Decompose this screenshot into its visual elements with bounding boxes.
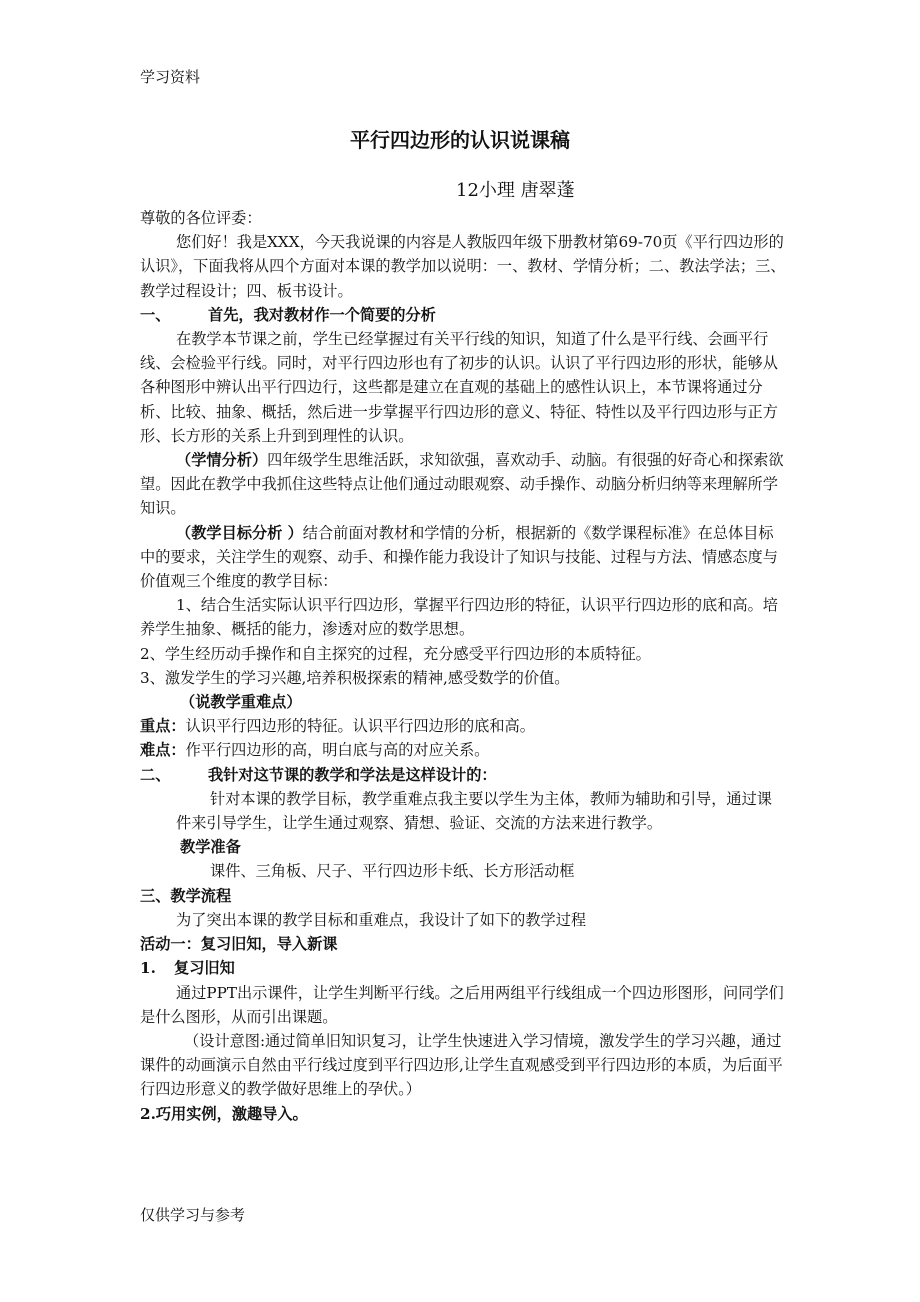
- step-2-heading: 2.巧用实例，激趣导入。: [140, 1104, 308, 1123]
- student-analysis-label: （学情分析）: [176, 451, 268, 470]
- section-1-title: 首先，我对教材作一个简要的分析: [208, 305, 436, 324]
- greeting: 尊敬的各位评委：: [140, 209, 262, 227]
- section-2-title: 我针对这节课的教学和学法是这样设计的：: [208, 765, 497, 784]
- student-analysis-paragraph: [140, 448, 786, 521]
- section-3-heading: 三、教学流程: [140, 886, 232, 905]
- goals-paragraph: [140, 521, 786, 594]
- design-intent-paragraph: （设计意图:通过简单旧知识复习，让学生快速进入学习情境，激发学生的学习兴趣，通过课件的动画演示自然由平行线过度到平行四边形,让学生直观感受到平行四边形的本质，为后面平行四边形意义的教学做好思维上的孕伏。）: [140, 1031, 783, 1099]
- section-2-number: 二、: [140, 765, 171, 784]
- section-1-heading: [140, 303, 786, 327]
- intro-paragraph: 您们好！我是XXX，今天我说课的内容是人教版四年级下册教材第69-70页《平行四边形的认识》，下面我将从四个方面对本课的教学加以说明：一、教材、学情分析；二、教法学法；三、教学过程设计；四、板书设计。: [140, 233, 786, 300]
- flow-intro: 为了突出本课的教学目标和重难点，我设计了如下的教学过程: [176, 910, 587, 929]
- keypoints-heading: （说教学重难点）: [180, 693, 302, 712]
- difficult-point-text: 作平行四边形的高，明白底与高的对应关系。: [185, 741, 490, 760]
- key-point-label: 重点：: [140, 717, 186, 736]
- document-title: 平行四边形的认识说课稿: [350, 128, 570, 152]
- activity-1-heading: 活动一：复习旧知，导入新课: [140, 935, 338, 954]
- step-1-heading: [140, 956, 786, 980]
- document-body: [140, 206, 786, 1126]
- student-analysis-text: 四年级学生思维活跃，求知欲强，喜欢动手、动脑。有很强的好奇心和探索欲望。因此在教学中我抓住这些特点让他们通过动眼观察、动手操作、动脑分析归纳等来理解所学知识。: [140, 451, 784, 518]
- material-paragraph: 在教学本节课之前，学生已经掌握过有关平行线的知识，知道了什么是平行线、会画平行线、会检验平行线。同时，对平行四边形也有了初步的认识。认识了平行四边形的形状，能够从各种图形中辨认出平行四边行，这些都是建立在直观的基础上的感性认识上，本节课将通过分析、比较、抽象、概括，然后进一步掌握平行四边形的意义、特征、特性以及平行四边形与正方形、长方形的关系上升到到理性的认识。: [140, 330, 778, 445]
- key-point: [140, 714, 786, 738]
- goal-item-3: 3、激发学生的学习兴趣,培养积极探索的精神,感受数学的价值。: [140, 668, 570, 687]
- prep-heading: 教学准备: [180, 838, 241, 857]
- goal-item-1: 1、结合生活实际认识平行四边形，掌握平行四边形的特征，认识平行四边形的底和高。培养学生抽象、概括的能力，渗透对应的数学思想。: [140, 596, 778, 639]
- goals-label: （教学目标分析 ）: [176, 523, 303, 542]
- goals-text: 结合前面对教材和学情的分析，根据新的《数学课程标准》在总体目标中的要求，关注学生的观察、动手、和操作能力我设计了知识与技能、过程与方法、情感态度与价值观三个维度的教学目标：: [140, 523, 778, 591]
- author-line: 12小理 唐翠蓬: [456, 180, 575, 201]
- key-point-text: 认识平行四边形的特征。认识平行四边形的底和高。: [185, 717, 535, 736]
- review-paragraph: 通过PPT出示课件，让学生判断平行线。之后用两组平行线组成一个四边形图形，问同学们是什么图形，从而引出课题。: [140, 983, 784, 1026]
- step-1-number: 1.: [140, 959, 156, 978]
- difficult-point: [140, 738, 786, 762]
- section-2-heading: [140, 763, 786, 787]
- prep-text: 课件、三角板、尺子、平行四边形卡纸、长方形活动框: [210, 862, 575, 881]
- goal-item-2: 2、学生经历动手操作和自主探究的过程，充分感受平行四边形的本质特征。: [140, 644, 651, 663]
- page-header: 学习资料: [140, 68, 201, 86]
- method-paragraph: 针对本课的教学目标，教学重难点我主要以学生为主体，教师为辅助和引导，通过课件来引导学生，让学生通过观察、猜想、验证、交流的方法来进行教学。: [176, 789, 772, 833]
- section-1-number: 一、: [140, 305, 171, 324]
- page-footer: 仅供学习与参考: [140, 1206, 246, 1224]
- difficult-point-label: 难点：: [140, 741, 186, 760]
- step-1-title: 复习旧知: [174, 959, 235, 978]
